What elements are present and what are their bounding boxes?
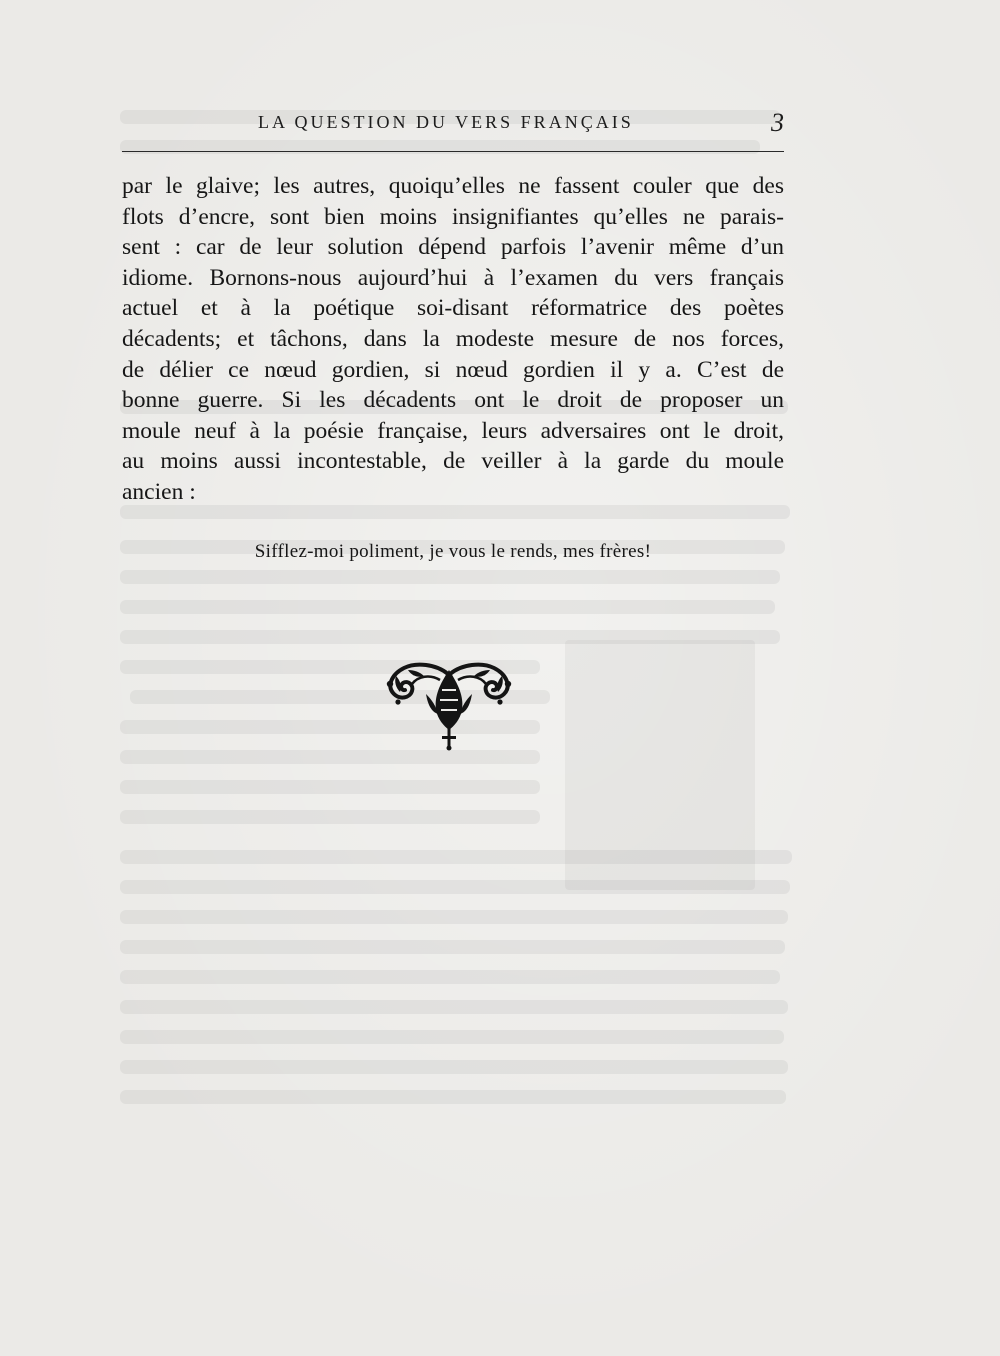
text-line: actuel et à la poétique soi-disant réformatrice des poètes bbox=[122, 295, 784, 322]
text-line: décadents; et tâchons, dans la modeste mesure de nos forces, bbox=[122, 325, 784, 352]
running-title: LA QUESTION DU VERS FRANÇAIS bbox=[258, 112, 634, 132]
text-line: de délier ce nœud gordien, si nœud gordien il y a. C’est de bbox=[122, 356, 784, 383]
text-line: moule neuf à la poésie française, leurs adversaires ont le droit, bbox=[122, 417, 784, 444]
fleuron-ornament-icon bbox=[378, 660, 520, 752]
text-line: sent : car de leur solution dépend parfois l’avenir même d’un bbox=[122, 234, 784, 261]
body-paragraph bbox=[122, 171, 784, 508]
running-header bbox=[122, 108, 784, 152]
text-line: idiome. Bornons-nous aujourd’hui à l’examen du vers français bbox=[122, 264, 784, 291]
verse-quotation: Sifflez-moi poliment, je vous le rends, mes frères! bbox=[254, 541, 652, 562]
text-line: par le glaive; les autres, quoiqu’elles ne fassent couler que des bbox=[122, 173, 784, 199]
text-line: flots d’encre, sont bien moins insignifiantes qu’elles ne parais- bbox=[122, 203, 784, 230]
text-line: au moins aussi incontestable, de veiller à la garde du moule bbox=[122, 448, 784, 475]
text-line: bonne guerre. Si les décadents ont le droit de proposer un bbox=[122, 387, 784, 414]
page-number: 3 bbox=[771, 108, 784, 137]
header-rule bbox=[122, 151, 784, 152]
text-line: ancien : bbox=[122, 478, 196, 505]
